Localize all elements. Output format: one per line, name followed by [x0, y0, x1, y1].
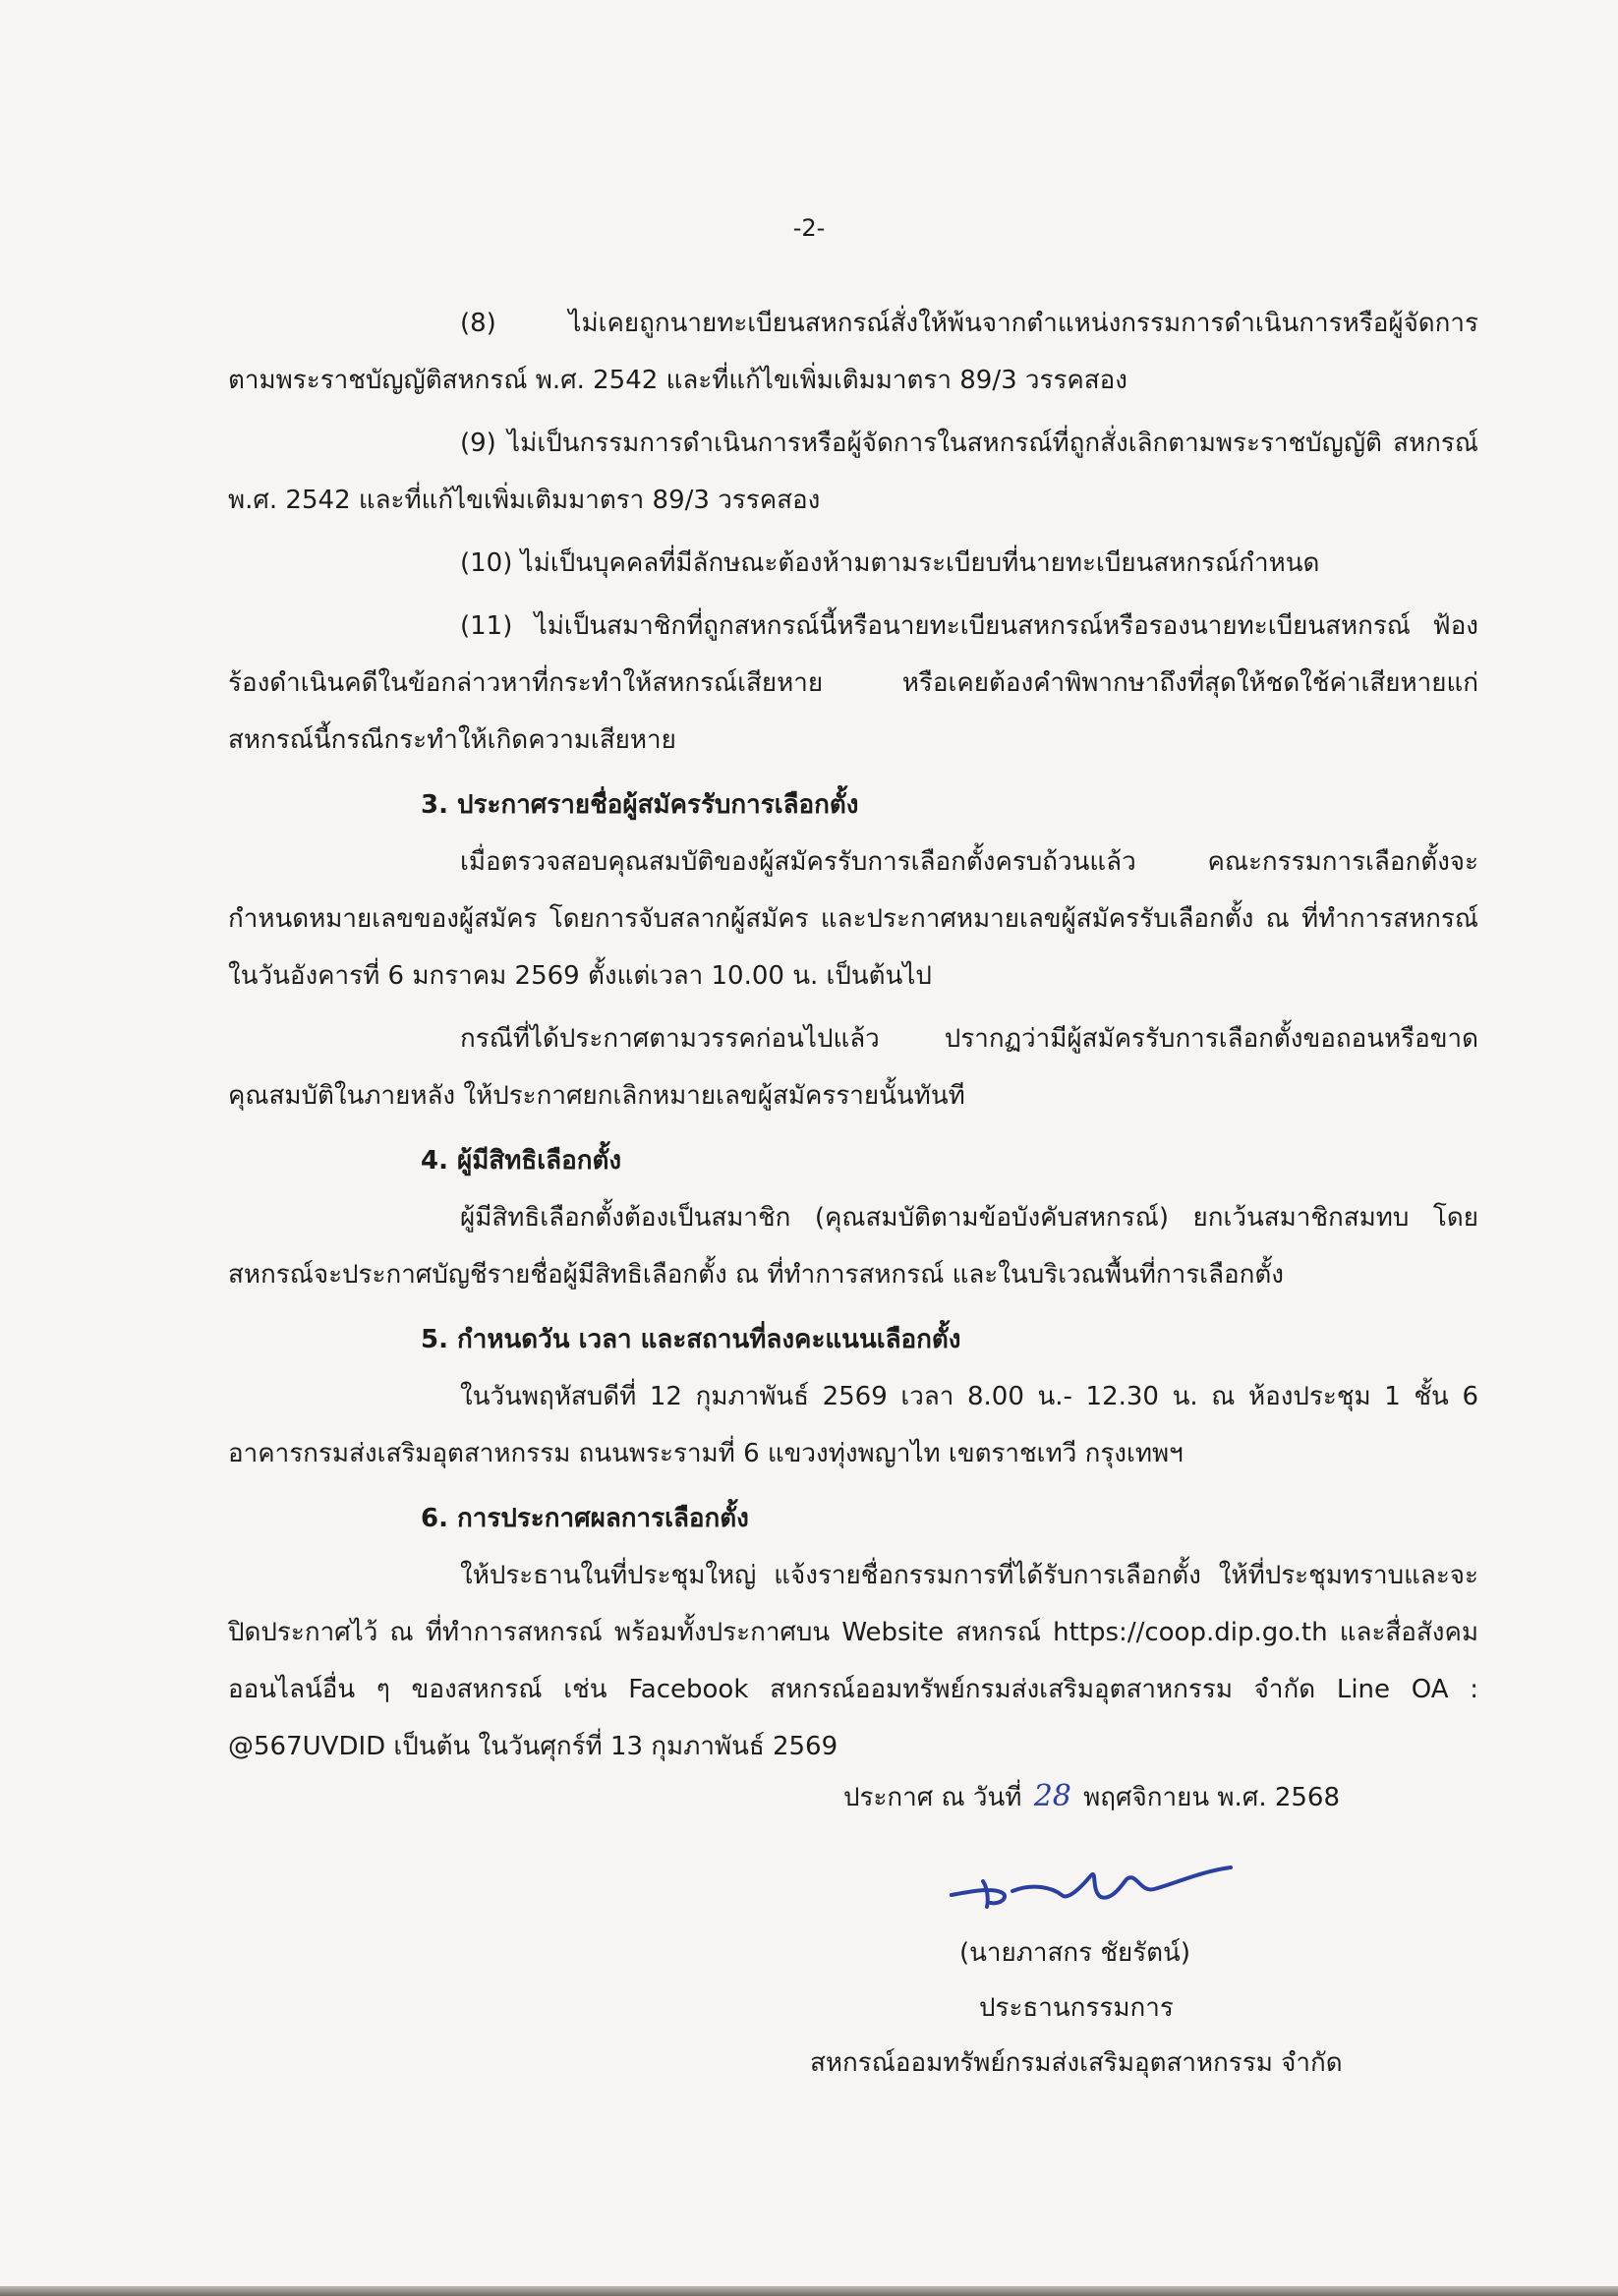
handwritten-day: 28: [1033, 1779, 1071, 1813]
item-8-cont: ตามพระราชบัญญัติสหกรณ์ พ.ศ. 2542 และที่แก้ไขเพิ่มเติมมาตรา 89/3 วรรคสอง: [228, 366, 1127, 395]
page-number: -2-: [792, 214, 826, 242]
item-9-cont: สหกรณ์ พ.ศ. 2542 และที่แก้ไขเพิ่มเติมมาตรา 89/3 วรรคสอง: [228, 429, 1478, 515]
section-3-paragraph-2: กรณีที่ได้ประกาศตามวรรคก่อนไปแล้ว ปรากฏว่ามีผู้สมัครรับการเลือกตั้งขอถอนหรือขาดคุณสมบัติในภายหลัง ให้ประกาศยกเลิกหมายเลขผู้สมัครรายนั้นทันที: [228, 1024, 1478, 1111]
announce-prefix: ประกาศ ณ วันที่: [843, 1783, 1022, 1812]
item-11-cont: ฟ้องร้องดำเนินคดีในข้อกล่าวหาที่กระทำให้สหกรณ์เสียหาย หรือเคยต้องคำพิพากษาถึงที่สุดให้ชดใช้ค่าเสียหายแก่สหกรณ์นี้กรณีกระทำให้เกิดความเสียหาย: [228, 611, 1478, 755]
item-10-lead: (10) ไม่เป็นบุคคลที่มีลักษณะต้องห้ามตามระเบียบที่นายทะเบียนสหกรณ์กำหนด: [460, 548, 1320, 578]
section-heading-5: 5. กำหนดวัน เวลา และสถานที่ลงคะแนนเลือกตั้ง: [421, 1325, 961, 1354]
section-heading-3: 3. ประกาศรายชื่อผู้สมัครรับการเลือกตั้ง: [421, 790, 859, 820]
signer-name: (นายภาสกร ชัยรัตน์): [959, 1938, 1190, 1968]
section-heading-6: 6. การประกาศผลการเลือกตั้ง: [421, 1504, 749, 1533]
item-9: [228, 415, 1478, 529]
section-4-paragraph-1: ผู้มีสิทธิเลือกตั้งต้องเป็นสมาชิก (คุณสมบัติตามข้อบังคับสหกรณ์) ยกเว้นสมาชิกสมทบ โดยสหกรณ์จะประกาศบัญชีรายชื่อผู้มีสิทธิเลือกตั้ง ณ ที่ทำการสหกรณ์ และในบริเวณพื้นที่การเลือกตั้ง: [228, 1203, 1478, 1290]
scan-bottom-edge: [0, 2286, 1618, 2296]
item-10: [228, 535, 1478, 592]
item-8-lead: (8) ไม่เคยถูกนายทะเบียนสหกรณ์สั่งให้พ้นจากตำแหน่งกรรมการดำเนินการหรือผู้จัดการ: [460, 309, 1478, 338]
announce-suffix: พฤศจิกายน พ.ศ. 2568: [1083, 1783, 1341, 1812]
signer-title: ประธานกรรมการ: [979, 1993, 1174, 2023]
section-5-paragraph-1: ในวันพฤหัสบดีที่ 12 กุมภาพันธ์ 2569 เวลา 8.00 น.- 12.30 น. ณ ห้องประชุม 1 ชั้น 6 อาคารกรมส่งเสริมอุตสาหกรรม ถนนพระรามที่ 6 แขวงทุ่งพญาไท เขตราชเทวี กรุงเทพฯ: [228, 1382, 1478, 1468]
section-heading-4: 4. ผู้มีสิทธิเลือกตั้ง: [421, 1146, 622, 1176]
item-11-lead: (11) ไม่เป็นสมาชิกที่ถูกสหกรณ์นี้หรือนายทะเบียนสหกรณ์หรือรองนายทะเบียนสหกรณ์: [460, 611, 1411, 641]
document-body: [228, 295, 1478, 1781]
handwritten-signature: [944, 1848, 1239, 1926]
signer-organization: สหกรณ์ออมทรัพย์กรมส่งเสริมอุตสาหกรรม จำกัด: [810, 2048, 1343, 2078]
item-8: [228, 295, 1478, 409]
item-11: [228, 598, 1478, 769]
section-6-paragraph-1: ให้ประธานในที่ประชุมใหญ่ แจ้งรายชื่อกรรมการที่ได้รับการเลือกตั้ง ให้ที่ประชุมทราบและจะปิดประกาศไว้ ณ ที่ทำการสหกรณ์ พร้อมทั้งประกาศบน Website สหกรณ์ https://coop.dip.go.th และสื่อสังคมออนไลน์อื่น ๆ ของสหกรณ์ เช่น Facebook สหกรณ์ออมทรัพย์กรมส่งเสริมอุตสาหกรรม จำกัด Line OA : @567UVDID เป็นต้น ในวันศุกร์ที่ 13 กุมภาพันธ์ 2569: [228, 1561, 1478, 1761]
section-3-paragraph-1: เมื่อตรวจสอบคุณสมบัติของผู้สมัครรับการเลือกตั้งครบถ้วนแล้ว คณะกรรมการเลือกตั้งจะกำหนดหมายเลขของผู้สมัคร โดยการจับสลากผู้สมัคร และประกาศหมายเลขผู้สมัครรับเลือกตั้ง ณ ที่ทำการสหกรณ์ ในวันอังคารที่ 6 มกราคม 2569 ตั้งแต่เวลา 10.00 น. เป็นต้นไป: [228, 847, 1478, 991]
announcement-date-line: [843, 1777, 1340, 1817]
item-9-lead: (9) ไม่เป็นกรรมการดำเนินการหรือผู้จัดการในสหกรณ์ที่ถูกสั่งเลิกตามพระราชบัญญัติ: [460, 429, 1382, 458]
